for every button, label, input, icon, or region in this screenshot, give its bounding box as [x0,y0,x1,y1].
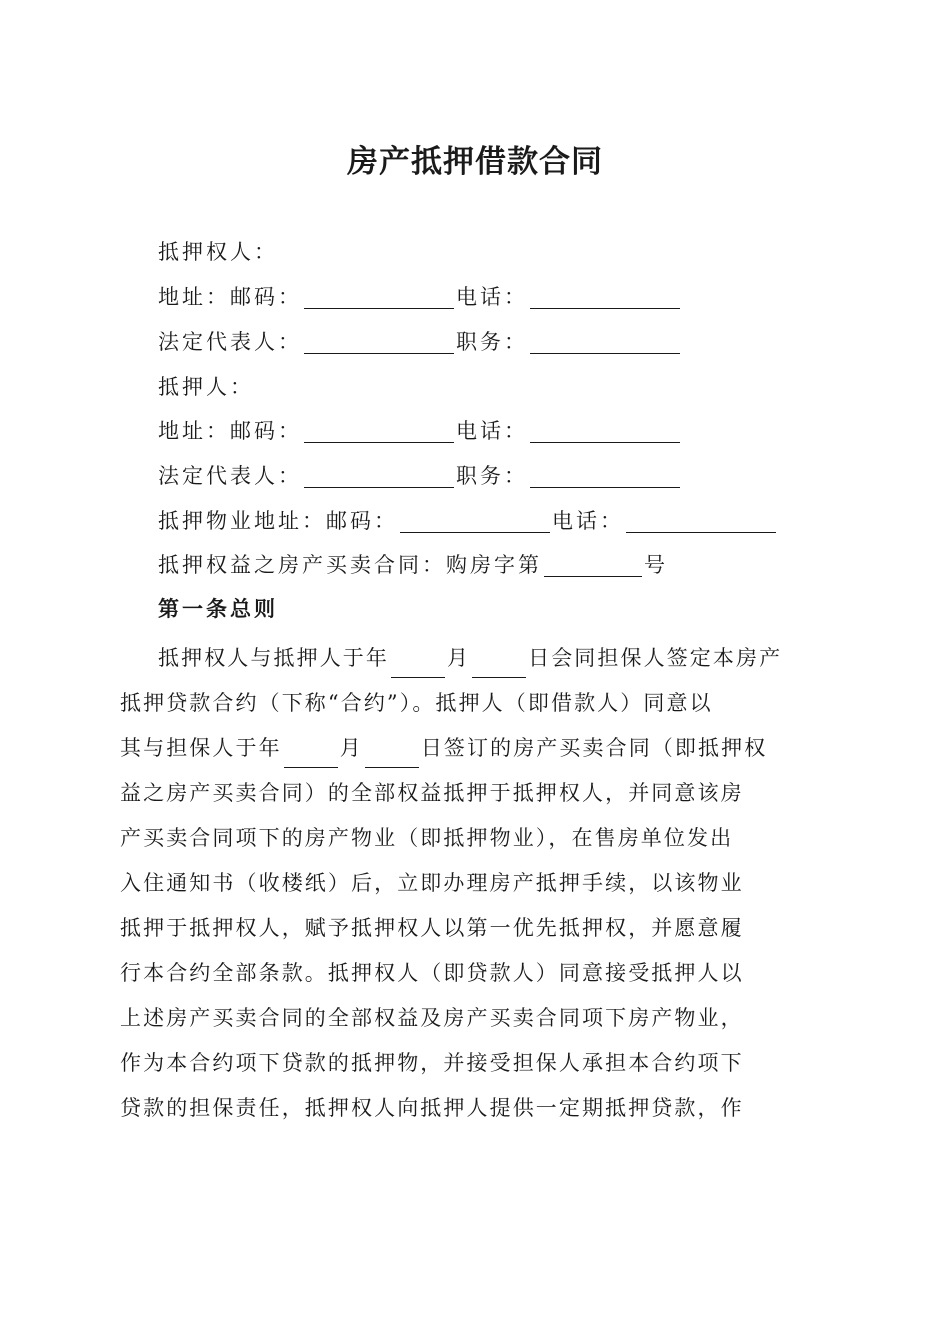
article1-line-9: 上述房产买卖合同的全部权益及房产买卖合同项下房产物业， [120,1006,744,1030]
mortgagee-rep-blank[interactable] [304,329,454,354]
property-phone-label: 电话： [552,509,624,533]
article1-line-2: 抵押贷款合约（下称“合约”）。抵押人（即借款人）同意以 [120,691,713,715]
sign-month-blank[interactable] [391,653,445,678]
article1-line3-a: 其与担保人于年 [120,736,282,760]
article1-line-3 [120,726,824,771]
mortgagee-position-label: 职务： [456,330,528,354]
document-title: 房产抵押借款合同 [347,144,603,180]
article1-line-11: 贷款的担保责任，抵押权人向抵押人提供一定期抵押贷款，作 [120,1096,744,1120]
mortgagee-position-blank[interactable] [530,329,680,354]
article1-seg3: 日会同担保人签定本房产 [528,646,783,670]
property-postcode-blank[interactable] [400,508,550,533]
article1-line-8: 行本合约全部条款。抵押权人（即贷款人）同意接受抵押人以 [120,961,744,985]
property-address-line [158,506,778,536]
mortgagor-phone-label: 电话： [456,419,528,443]
mortgagor-rep-label: 法定代表人： [158,464,302,488]
contract-number-blank[interactable] [544,552,642,577]
article1-line-4: 益之房产买卖合同）的全部权益抵押于抵押权人，并同意该房 [120,781,744,805]
article1-body [120,636,824,1131]
mortgagee-address-line [158,282,682,312]
mortgagor-rep-blank[interactable] [304,463,454,488]
mortgagee-phone-label: 电话： [456,285,528,309]
mortgagor-rep-line [158,461,682,491]
mortgagor-postcode-blank[interactable] [304,418,454,443]
purchase-day-blank[interactable] [365,743,419,768]
article1-line-10: 作为本合约项下贷款的抵押物，并接受担保人承担本合约项下 [120,1051,744,1075]
mortgagor-phone-blank[interactable] [530,418,680,443]
property-contract-line [158,550,668,580]
article1-line-6: 入住通知书（收楼纸）后，立即办理房产抵押手续，以该物业 [120,871,744,895]
property-phone-blank[interactable] [626,508,776,533]
property-contract-label: 抵押权益之房产买卖合同：购房字第 [158,553,542,577]
mortgagee-phone-blank[interactable] [530,284,680,309]
article1-line-7: 抵押于抵押权人，赋予抵押权人以第一优先抵押权，并愿意履 [120,916,744,940]
mortgagee-rep-label: 法定代表人： [158,330,302,354]
mortgagee-rep-line [158,327,682,357]
property-address-label: 抵押物业地址：邮码： [158,509,398,533]
mortgagee-address-label: 地址：邮码： [158,285,302,309]
article1-line3-c: 日签订的房产买卖合同（即抵押权 [420,736,768,760]
mortgagee-label: 抵押权人： [158,240,278,264]
mortgagee-postcode-blank[interactable] [304,284,454,309]
purchase-month-blank[interactable] [284,743,338,768]
article1-line-1 [120,636,824,681]
article1-seg1: 抵押权人与抵押人于年 [158,646,389,670]
property-contract-suffix: 号 [644,553,668,577]
article1-line3-b: 月 [339,736,363,760]
mortgagor-position-label: 职务： [456,464,528,488]
mortgagor-address-label: 地址：邮码： [158,419,302,443]
mortgagor-position-blank[interactable] [530,463,680,488]
article1-seg2: 月 [447,646,471,670]
article1-heading: 第一条总则 [158,596,278,621]
mortgagor-label: 抵押人： [158,375,254,399]
mortgagor-label-line [158,372,254,402]
sign-day-blank[interactable] [472,653,526,678]
mortgagor-address-line [158,416,682,446]
mortgagee-label-line [158,237,278,267]
article1-heading-line [158,594,278,624]
article1-line-5: 产买卖合同项下的房产物业（即抵押物业），在售房单位发出 [120,826,734,850]
